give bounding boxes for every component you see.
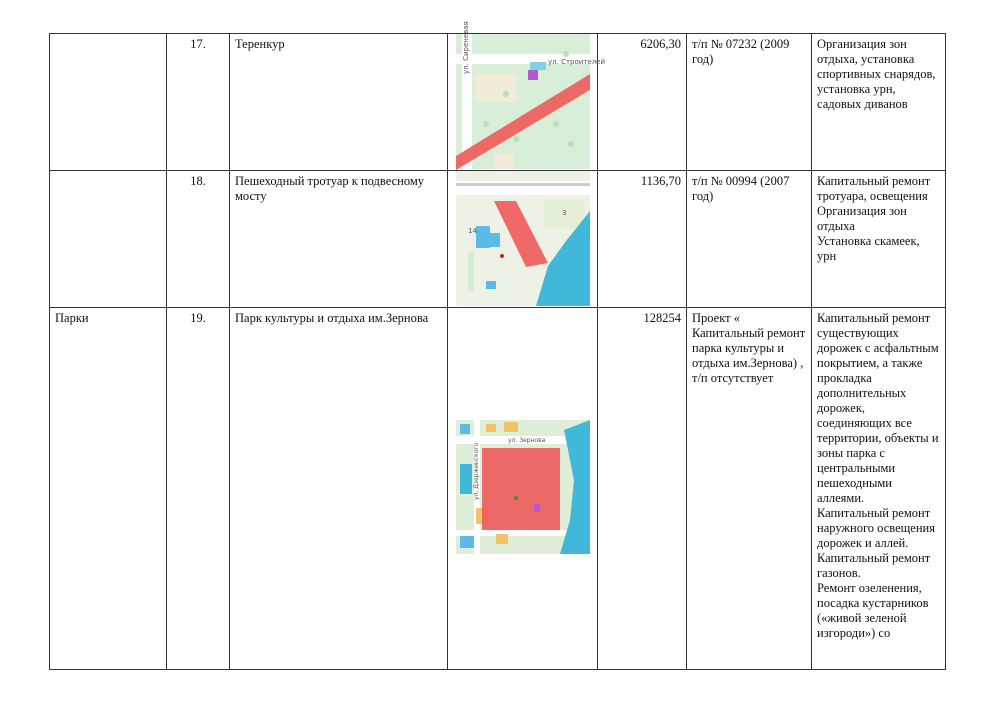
category-cell (50, 171, 167, 308)
work-item: Капитальный ремонт тротуара, освещения (817, 174, 931, 203)
map-image-terrenkur (456, 21, 606, 169)
passport-info: Проект « Капитальный ремонт парка культуры и отдыха им.Зернова) , т/п отсутствует (687, 308, 812, 670)
planned-works (812, 308, 946, 670)
row-number: 19. (167, 308, 230, 670)
map-label: ул. Зернова (508, 437, 546, 444)
map-label: ул. Строителей (548, 58, 606, 66)
row-number: 18. (167, 171, 230, 308)
table-row (50, 34, 946, 171)
work-item: Капитальный ремонт наружного освещения дорожек и аллей. (817, 506, 935, 550)
work-item: Ремонт озеленения, посадка кустарников («живой зеленой изгороди») со (817, 581, 929, 640)
map-image-sidewalk (456, 171, 590, 306)
passport-info: т/п № 07232 (2009 год) (687, 34, 812, 171)
planned-works (812, 171, 946, 308)
map-label: ул. Сиреневая (462, 21, 470, 74)
object-name: Пешеходный тротуар к подвесному мосту (230, 171, 448, 308)
map-image-park (456, 420, 590, 554)
work-item: Установка скамеек, урн (817, 234, 920, 263)
map-cell (448, 171, 598, 308)
map-cell (448, 21, 606, 171)
map-label: 3 (562, 209, 567, 217)
area-value: 128254 (598, 308, 687, 670)
category-cell (50, 34, 167, 171)
planned-works (812, 34, 946, 171)
table-row (50, 171, 946, 308)
category-cell: Парки (50, 308, 167, 670)
object-name: Парк культуры и отдыха им.Зернова (230, 308, 448, 670)
row-number: 17. (167, 34, 230, 171)
map-label: ул. Дзержинского (473, 442, 480, 500)
area-value: 6206,30 (598, 34, 687, 171)
work-item: Организация зон отдыха (817, 204, 907, 233)
work-item: Капитальный ремонт газонов. (817, 551, 931, 580)
map-cell (448, 308, 598, 670)
objects-table (49, 21, 946, 670)
object-name: Теренкур (230, 34, 448, 171)
work-item: Организация зон отдыха, установка спортивных снарядов, установка урн, садовых диванов (817, 37, 936, 111)
table-row (50, 308, 946, 670)
work-item: Капитальный ремонт существующих дорожек с асфальтным покрытием, а также прокладка дополнительных дорожек, соединяющих все территории, объекты и зоны парка с центральными пешеходными аллеями. (817, 311, 939, 505)
area-value: 1136,70 (598, 171, 687, 308)
map-label: 14 (468, 227, 477, 235)
passport-info: т/п № 00994 (2007 год) (687, 171, 812, 308)
